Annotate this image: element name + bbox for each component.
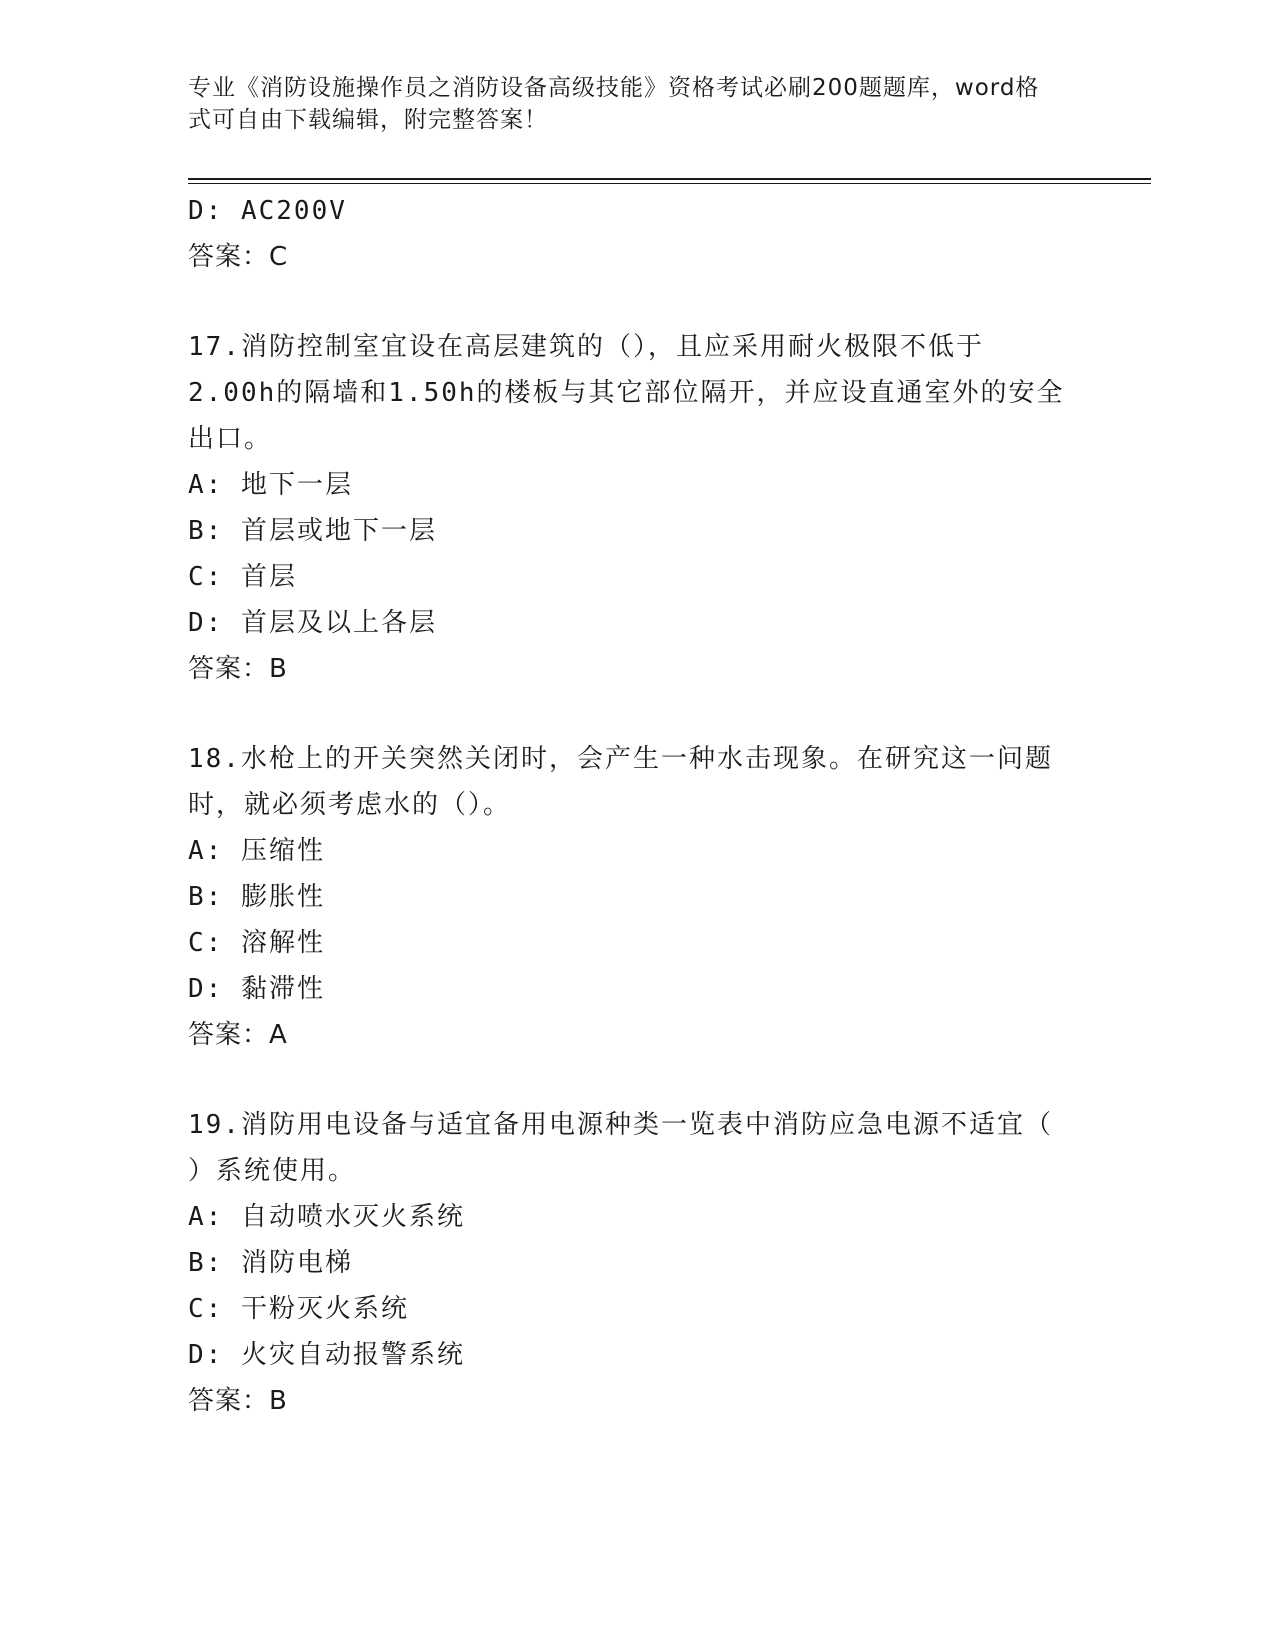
option-b: B: 首层或地下一层 [188,516,437,546]
header-divider [188,178,1151,180]
question-text-line: ）系统使用。 [188,1156,357,1186]
header-line-1: 专业《消防设施操作员之消防设备高级技能》资格考试必刷200题题库，word格 [188,75,1040,101]
option-c: C: 干粉灭火系统 [188,1294,409,1324]
question-text-line: 18.水枪上的开关突然关闭时，会产生一种水击现象。在研究这一问题 [188,744,1053,774]
answer-line: 答案：B [188,654,288,684]
document-body [188,188,1088,1424]
option-b: B: 膨胀性 [188,882,325,912]
option-a: A: 自动喷水灭火系统 [188,1202,465,1232]
question-text-line: 时，就必须考虑水的（）。 [188,790,512,820]
header-line-2: 式可自由下载编辑，附完整答案！ [188,107,548,133]
option-c: C: 溶解性 [188,928,325,958]
option-d: D: 首层及以上各层 [188,608,437,638]
question-17 [188,324,1088,692]
question-text-line: 19.消防用电设备与适宜备用电源种类一览表中消防应急电源不适宜（ [188,1110,1053,1140]
question-19 [188,1102,1088,1424]
option-c: C: 首层 [188,562,297,592]
option-a: A: 地下一层 [188,470,353,500]
option-d: D: 黏滞性 [188,974,325,1004]
header-divider-thin [188,183,1151,184]
option-d: D: 火灾自动报警系统 [188,1340,465,1370]
option-b: B: 消防电梯 [188,1248,353,1278]
previous-question-tail [188,188,1088,280]
answer-line: 答案：B [188,1386,288,1416]
option-d: D: AC200V [188,196,347,226]
answer-line: 答案：C [188,242,289,272]
question-text-line: 17.消防控制室宜设在高层建筑的（），且应采用耐火极限不低于 [188,332,984,362]
option-a: A: 压缩性 [188,836,325,866]
question-text-line: 2.00h的隔墙和1.50h的楼板与其它部位隔开，并应设直通室外的安全 [188,378,1065,408]
question-text-line: 出口。 [188,424,273,454]
question-18 [188,736,1088,1058]
answer-line: 答案：A [188,1020,288,1050]
document-header [188,72,1068,136]
